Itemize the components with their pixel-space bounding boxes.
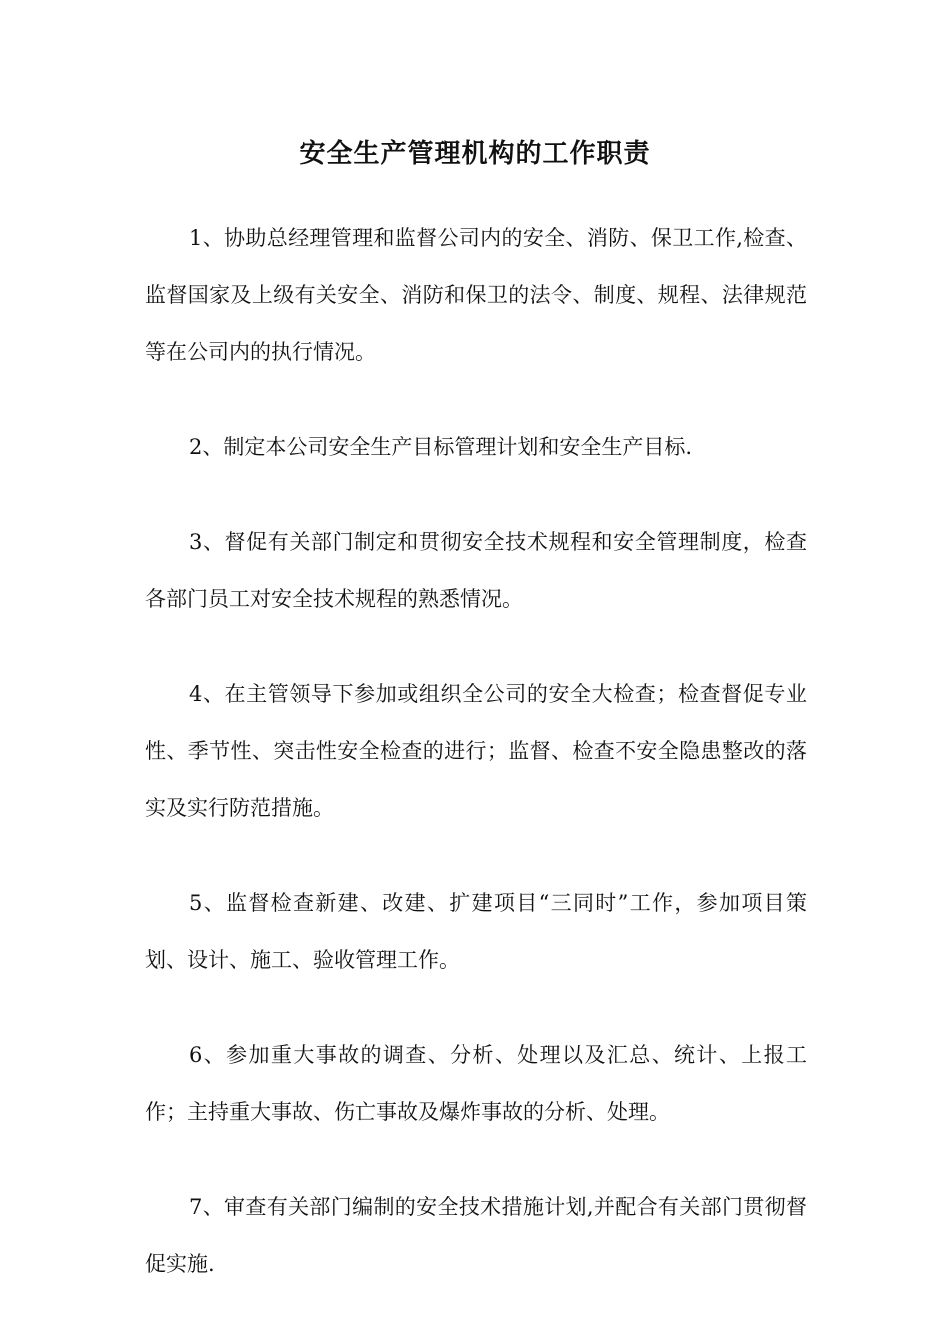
paragraph-3: 3、督促有关部门制定和贯彻安全技术规程和安全管理制度，检查各部门员工对安全技术规程的熟悉情况。	[145, 530, 807, 611]
paragraph-5: 5、监督检查新建、改建、扩建项目“三同时”工作，参加项目策划、设计、施工、验收管理工作。	[145, 891, 807, 972]
paragraph-6: 6、参加重大事故的调查、分析、处理以及汇总、统计、上报工作；主持重大事故、伤亡事故及爆炸事故的分析、处理。	[145, 1043, 807, 1124]
page-title: 安全生产管理机构的工作职责	[299, 139, 651, 169]
paragraph-4: 4、在主管领导下参加或组织全公司的安全大检查；检查督促专业性、季节性、突击性安全检查的进行；监督、检查不安全隐患整改的落实及实行防范措施。	[145, 682, 807, 820]
paragraph-1: 1、协助总经理管理和监督公司内的安全、消防、保卫工作,检查、监督国家及上级有关安全、消防和保卫的法令、制度、规程、法律规范等在公司内的执行情况。	[145, 226, 807, 364]
paragraph-2: 2、制定本公司安全生产目标管理计划和安全生产目标.	[189, 435, 693, 459]
document-body	[145, 210, 807, 1331]
paragraph-7: 7、审查有关部门编制的安全技术措施计划,并配合有关部门贯彻督促实施.	[145, 1195, 807, 1276]
